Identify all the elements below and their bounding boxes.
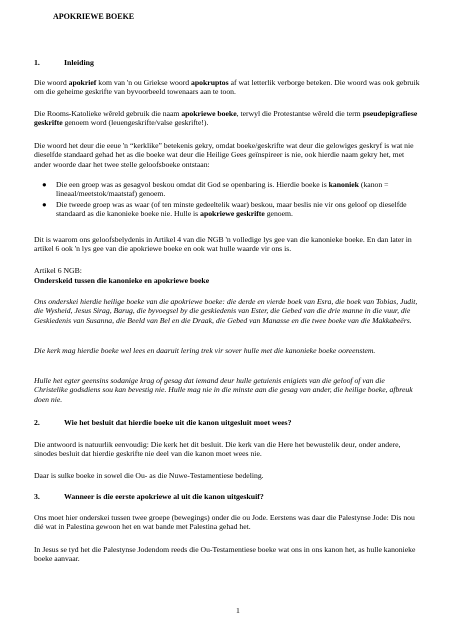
section-heading-text: Inleiding xyxy=(64,58,94,67)
section-number: 2. xyxy=(34,418,40,427)
text-run: Die tweede groep was as waar (of ten minste gedeeltelik waar) beskou, maar beslis nie vir ons geloof op dieselfde standaard as die kanonieke boeke nie. Hulle is xyxy=(56,199,407,219)
text-run: , terwyl die Protestantse wêreld die term xyxy=(236,109,363,118)
bold-term: apokriewe geskrifte xyxy=(200,209,265,219)
list-item xyxy=(34,200,420,219)
paragraph xyxy=(34,78,420,97)
quote-text: Ons onderskei hierdie heilige boeke van die apokriewe boeke: die derde en vierde boek van Esra, die boek van Tobias, Judit, die Wysheid, Jesus Sirag, Barug, die byvoegsel by die geskiedenis van Ester, die Gebed van die drie manne in die vuur, die Geskiedenis van Susanna, die Beeld van Bel en die Draak, die Gebed van Manasse en die twee boeke van die Makkabeërs. xyxy=(34,297,418,325)
text-run: genoem word (leuengeskrifte/valse geskrifte!). xyxy=(62,118,209,128)
text-run: Die Rooms-Katolieke wêreld gebruik die naam xyxy=(34,109,182,118)
section-heading-1 xyxy=(34,58,420,67)
text-run: (kanon = lineaal/meetstok/maatstaf) genoem. xyxy=(56,180,389,199)
text-run: genoem. xyxy=(264,209,293,219)
paragraph: Dit is waarom ons geloofsbelydenis in Artikel 4 van die NGB 'n volledige lys gee van die kanonieke boeke. En dan later in artikel 6 ook 'n lys gee van die apokriewe boeke en ook wat hulle waarde vir ons is. xyxy=(34,235,412,254)
quote-text: Die kerk mag hierdie boeke wel lees en daaruit lering trek vir sover hulle met die kanonieke boeke ooreenstem. xyxy=(34,346,376,355)
paragraph: Ons moet hier onderskei tussen twee groepe (bewegings) onder die ou Jode. Eerstens was daar die Palestynse Jode: Dis nou dié wat in Palestina gewoon het en wat bande met Palestina gehad het. xyxy=(34,513,415,532)
text-run: kom van 'n ou Griekse woord xyxy=(96,78,192,87)
page-number: 1 xyxy=(236,606,240,615)
quote-paragraph xyxy=(34,297,420,325)
paragraph: Die woord het deur die eeue 'n “kerklike” betekenis gekry, omdat boeke/geskrifte wat deur die gelowiges geskryf is wat nie dieselfde standaard gehad het as die boeke wat deur die Heilige Gees geïnspireer is nie, ook hierdie naam gekry het, met ander woorde daar het twee stelle geloofsboeke ontstaan: xyxy=(34,141,414,169)
bullet-icon: ● xyxy=(42,180,47,189)
paragraph: Daar is sulke boeke in sowel die Ou- as die Nuwe-Testamentiese bedeling. xyxy=(34,471,264,480)
section-heading-text: Wie het besluit dat hierdie boeke uit die kanon uitgesluit moet wees? xyxy=(64,418,292,427)
section-heading-text: Wanneer is die eerste apokriewe al uit die kanon uitgeskuif? xyxy=(64,492,264,501)
article-label: Artikel 6 NGB: xyxy=(34,266,82,275)
list-item xyxy=(34,180,420,199)
bullet-icon: ● xyxy=(42,199,47,209)
bold-term: kanoniek xyxy=(328,180,359,189)
page-title: APOKRIEWE BOEKE xyxy=(53,12,135,21)
article-heading: Onderskeid tussen die kanonieke en apokriewe boeke xyxy=(34,276,210,285)
text-run: Die een groep was as gesagvol beskou omdat dit God se openbaring is. Hierdie boeke is xyxy=(56,180,329,189)
quote-paragraph xyxy=(34,376,420,404)
paragraph xyxy=(34,109,420,128)
section-number: 1. xyxy=(34,58,40,67)
bold-term: apokrief xyxy=(68,78,97,87)
bullet-list xyxy=(34,180,420,220)
bold-term: apokriewe boeke xyxy=(181,109,237,118)
section-heading-2 xyxy=(34,418,420,427)
text-run: af wat letterlik verborge beteken. Die woord was ook gebruik om die geheime geskrifte van byvoorbeeld towenaars aan te toon. xyxy=(34,78,420,97)
section-heading-3 xyxy=(34,492,420,501)
quote-text: Hulle het egter geensins sodanige krag of gesag dat iemand deur hulle getuienis enigiets van die geloof of van die Christelike godsdiens sou kan bevestig nie. Hulle mag nie in die minste aan die gesag van ander, die heilige boeke, afbreuk doen nie. xyxy=(34,376,413,404)
section-number: 3. xyxy=(34,492,40,501)
paragraph: Die antwoord is natuurlik eenvoudig: Die kerk het dit besluit. Die kerk van die Here het bewustelik deur, onder andere, sinodes besluit dat hierdie geskrifte nie deel van die kanon moet wees nie. xyxy=(34,440,401,459)
quote-paragraph xyxy=(34,346,420,355)
bold-term: apokruptos xyxy=(191,78,229,87)
bold-term: pseudepigrafiese geskrifte xyxy=(34,109,418,128)
text-run: Die woord xyxy=(34,78,69,87)
paragraph: In Jesus se tyd het die Palestynse Jodendom reeds die Ou-Testamentiese boeke wat ons in ons kanon het, as hulle kanonieke boeke aanvaar. xyxy=(34,545,416,564)
